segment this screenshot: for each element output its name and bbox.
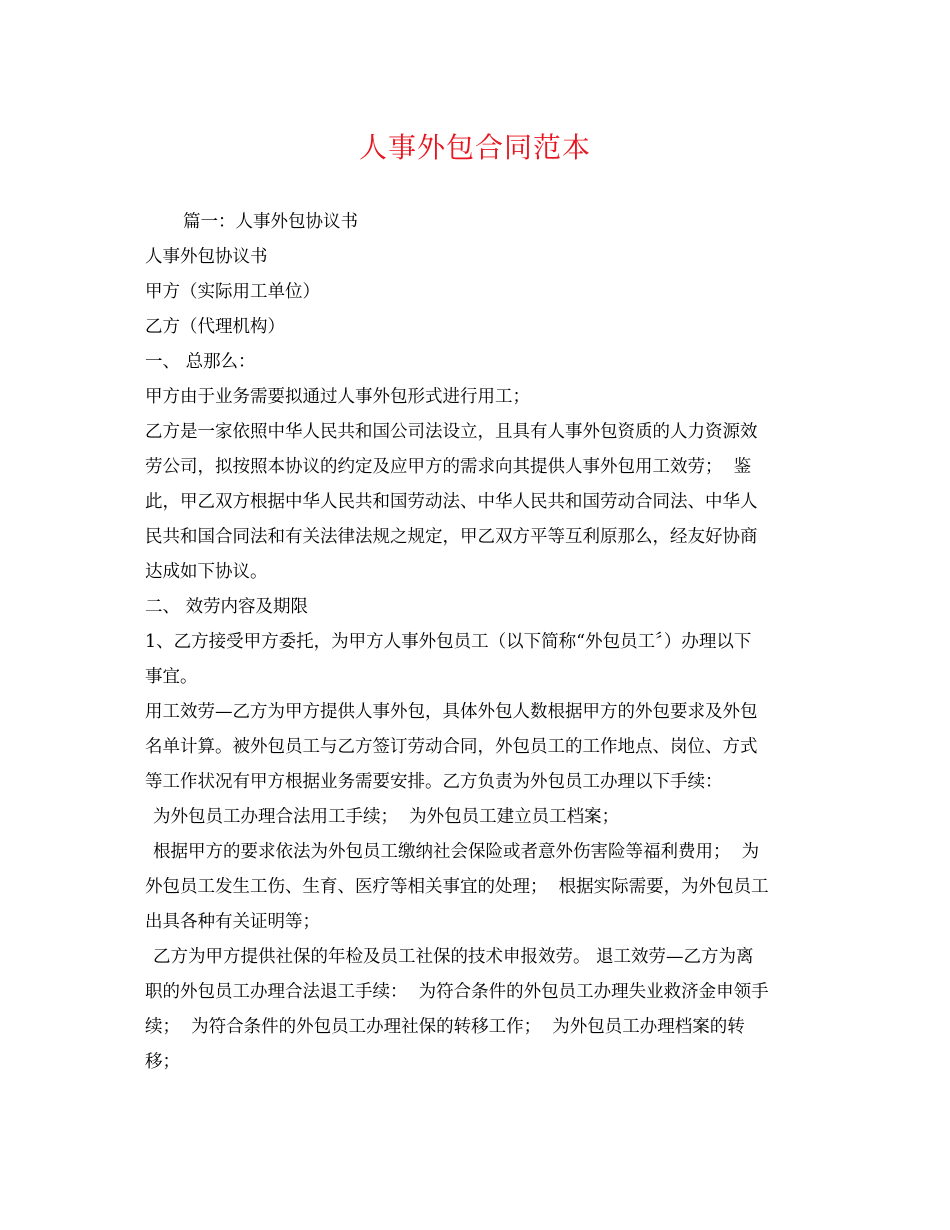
paragraph-line: 为外包员工办理合法用工手续； 为外包员工建立员工档案； xyxy=(153,807,620,827)
paragraph-line: 名单计算。被外包员工与乙方签订劳动合同，外包员工的工作地点、岗位、方式 xyxy=(145,737,758,757)
paragraph-line: 出具各种有关证明等； xyxy=(145,912,320,932)
paragraph-line: 1、乙方接受甲方委托，为甲方人事外包员工（以下简称“外包员工〞）办理以下 xyxy=(145,632,752,652)
paragraph-line: 等工作状况有甲方根据业务需要安排。乙方负责为外包员工办理以下手续： xyxy=(145,772,723,792)
section-heading: 篇一：人事外包协议书 xyxy=(183,212,358,232)
paragraph-line: 根据甲方的要求依法为外包员工缴纳社会保险或者意外伤害险等福利费用； 为 xyxy=(153,842,760,862)
paragraph-line: 劳公司，拟按照本协议的约定及应甲方的需求向其提供人事外包用工效劳； 鉴 xyxy=(145,457,752,477)
paragraph-line: 职的外包员工办理合法退工手续： 为符合条件的外包员工办理失业救济金申领手 xyxy=(145,982,769,1002)
paragraph-line: 乙方是一家依照中华人民共和国公司法设立，且具有人事外包资质的人力资源效 xyxy=(145,422,758,442)
paragraph-line: 此，甲乙双方根据中华人民共和国劳动法、中华人民共和国劳动合同法、中华人 xyxy=(145,492,758,512)
paragraph-line: 甲方由于业务需要拟通过人事外包形式进行用工； xyxy=(145,387,530,407)
paragraph-line: 乙方为甲方提供社保的年检及员工社保的技术申报效劳。 退工效劳—乙方为离 xyxy=(153,947,754,967)
paragraph-line: 用工效劳—乙方为甲方提供人事外包，具体外包人数根据甲方的外包要求及外包 xyxy=(145,702,758,722)
document-title: 人事外包合同范本 xyxy=(358,131,591,164)
clause-heading: 二、 效劳内容及期限 xyxy=(145,597,309,617)
paragraph-line: 移； xyxy=(145,1052,180,1072)
paragraph-line: 事宜。 xyxy=(145,667,198,687)
paragraph-line: 续； 为符合条件的外包员工办理社保的转移工作； 为外包员工办理档案的转 xyxy=(145,1017,745,1037)
paragraph-line: 人事外包协议书 xyxy=(145,247,268,267)
party-a-line: 甲方（实际用工单位） xyxy=(145,282,320,302)
paragraph-line: 达成如下协议。 xyxy=(145,562,268,582)
clause-heading: 一、 总那么： xyxy=(145,352,256,372)
document-body xyxy=(145,205,815,1080)
party-b-line: 乙方（代理机构） xyxy=(145,317,285,337)
paragraph-line: 外包员工发生工伤、生育、医疗等相关事宜的处理； 根据实际需要，为外包员工 xyxy=(145,877,769,897)
paragraph-line: 民共和国合同法和有关法律法规之规定，甲乙双方平等互利原那么，经友好协商 xyxy=(145,527,758,547)
